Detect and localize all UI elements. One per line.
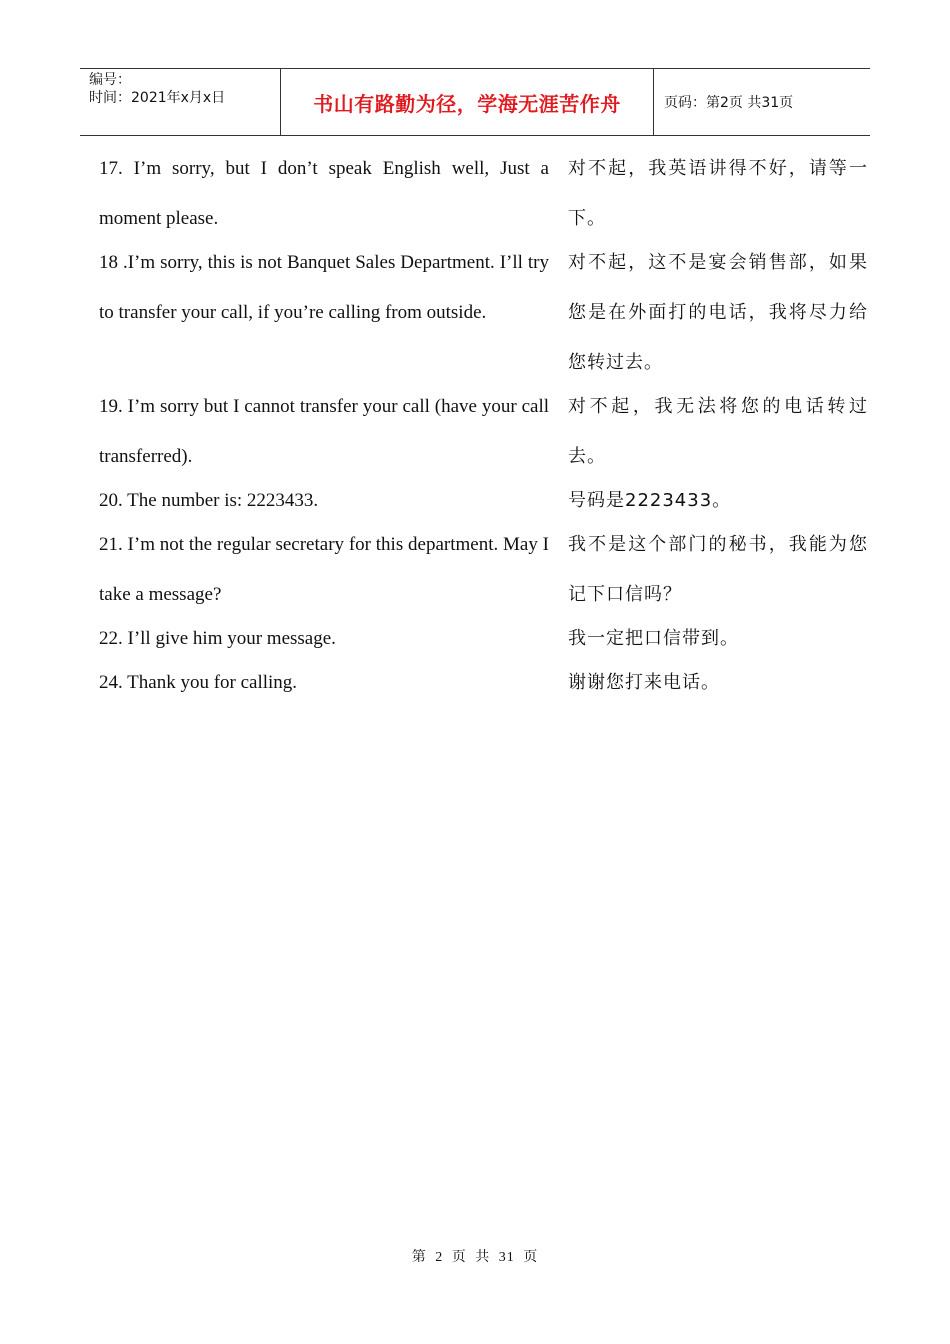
date-label: 时间：2021年x月x日 [89,90,226,106]
phrase-list [99,150,870,708]
phrase-row [99,244,870,388]
phrase-row [99,526,870,620]
english-text: 18 .I’m sorry, this is not Banquet Sales Department. I’ll try to transfer your call, if you’re calling from outside. [99,252,549,323]
english-text: 24. Thank you for calling. [99,672,298,693]
header-page-number: 页码：第2页 共31页 [664,95,794,111]
page-footer: 第 2 页 共 31 页 [411,1250,539,1265]
chinese-text: 对不起，我英语讲得不好，请等一下。 [568,158,868,229]
english-text: 17. I’m sorry, but I don’t speak English well, Just a moment please. [99,158,549,229]
header-meta [80,69,281,135]
english-text: 19. I’m sorry but I cannot transfer your call (have your call transferred). [99,396,549,467]
english-text: 22. I’ll give him your message. [99,628,336,649]
chinese-text: 对不起，我无法将您的电话转过去。 [568,396,868,467]
chinese-text: 我不是这个部门的秘书，我能为您记下口信吗？ [568,534,868,605]
phrase-row [99,664,870,708]
number-label: 编号： [89,72,131,88]
chinese-text: 号码是2223433。 [568,490,732,511]
phrase-row [99,388,870,482]
chinese-text: 对不起，这不是宴会销售部，如果您是在外面打的电话，我将尽力给您转过去。 [568,252,868,373]
phrase-row [99,150,870,244]
english-text: 20. The number is: 2223433. [99,490,319,511]
chinese-text: 谢谢您打来电话。 [568,672,720,693]
chinese-text: 我一定把口信带到。 [568,628,739,649]
english-text: 21. I’m not the regular secretary for this department. May I take a message? [99,534,549,605]
header-motto: 书山有路勤为径，学海无涯苦作舟 [281,69,654,135]
document-header [80,68,870,136]
